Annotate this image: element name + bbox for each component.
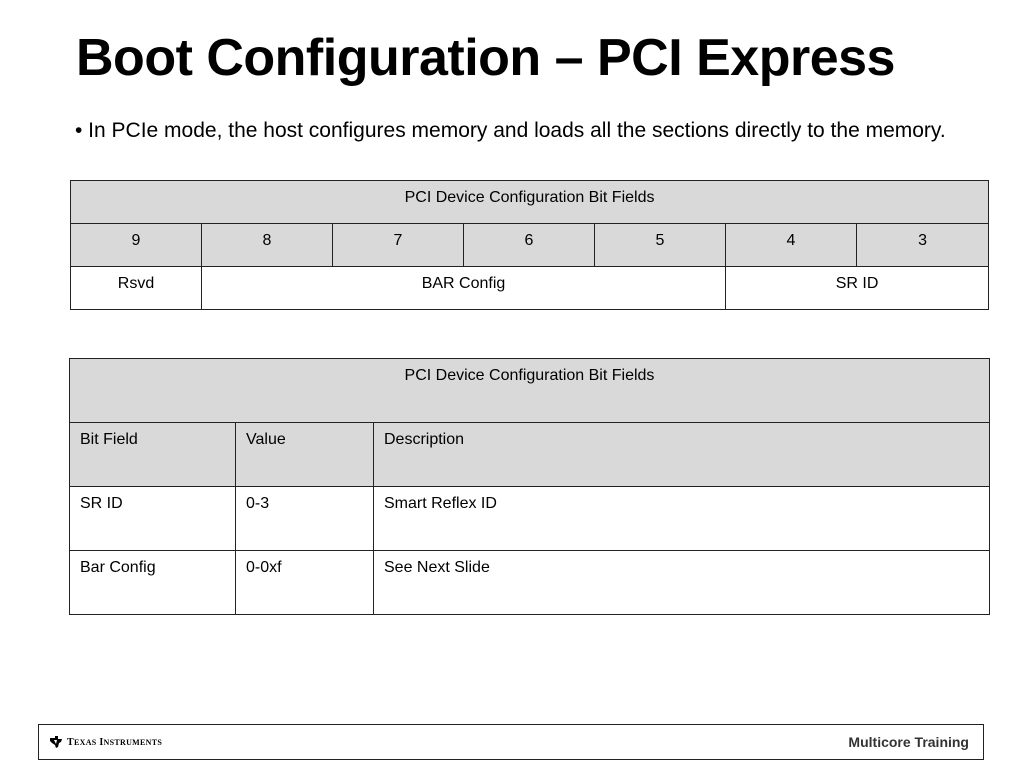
table-cell: See Next Slide (374, 551, 990, 615)
table-row (70, 551, 990, 615)
bit-number: 9 (71, 224, 202, 267)
bit-field-description-table (69, 358, 990, 615)
field-rsvd: Rsvd (71, 267, 202, 310)
table-header-row (70, 359, 990, 423)
table-header: PCI Device Configuration Bit Fields (71, 181, 989, 224)
slide-title: Boot Configuration – PCI Express (76, 29, 895, 87)
table-cell: Smart Reflex ID (374, 487, 990, 551)
column-header-row (70, 423, 990, 487)
table-row (70, 487, 990, 551)
bit-number: 5 (595, 224, 726, 267)
field-sr-id: SR ID (726, 267, 989, 310)
bullet-text: • In PCIe mode, the host configures memory and loads all the sections directly to the memory. (75, 119, 946, 142)
texas-instruments-logo-icon (49, 735, 63, 749)
table-cell: 0-3 (236, 487, 374, 551)
bit-number-row (71, 224, 989, 267)
bit-number: 4 (726, 224, 857, 267)
field-name-row (71, 267, 989, 310)
column-header: Bit Field (70, 423, 236, 487)
column-header: Description (374, 423, 990, 487)
bit-number: 8 (202, 224, 333, 267)
field-bar-config: BAR Config (202, 267, 726, 310)
table-cell: 0-0xf (236, 551, 374, 615)
bit-number: 3 (857, 224, 989, 267)
footer-title: Multicore Training (848, 734, 969, 750)
column-header: Value (236, 423, 374, 487)
table-header-row (71, 181, 989, 224)
table-header: PCI Device Configuration Bit Fields (70, 359, 990, 423)
table-cell: SR ID (70, 487, 236, 551)
table-cell: Bar Config (70, 551, 236, 615)
bit-fields-table (70, 180, 989, 310)
bit-number: 6 (464, 224, 595, 267)
slide-footer (38, 724, 984, 760)
ti-logo-text: TEXAS INSTRUMENTS (67, 736, 163, 748)
bit-number: 7 (333, 224, 464, 267)
ti-logo (49, 735, 162, 749)
